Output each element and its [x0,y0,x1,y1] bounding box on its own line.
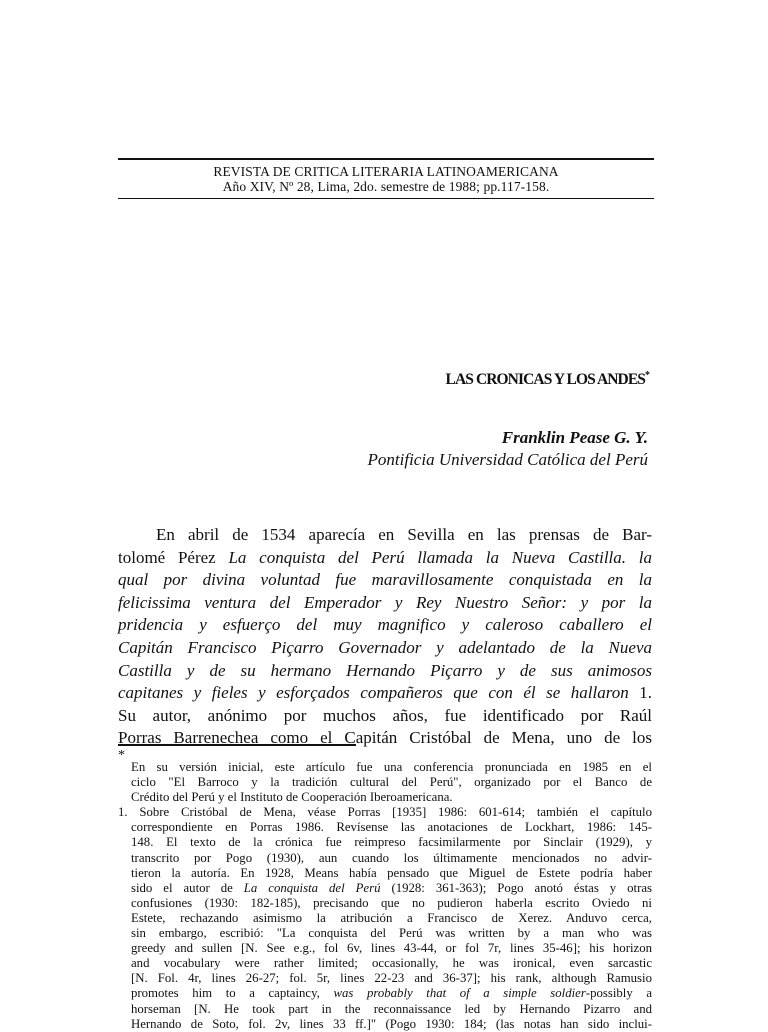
text-run: sido el autor de [131,880,244,895]
text-run: and vocabulary were rather limited; occasionally, he was ironical, even sarcastic [131,956,652,971]
body-line [118,614,652,637]
text-run: tolomé Pérez [118,547,229,567]
italic-run: pridencia y esfuerço del muy magnifico y caleroso caballero el [118,615,652,635]
text-run: Porras Barrenechea como el Capitán Cristóbal de Mena, uno de los [118,728,652,748]
footnote-line [118,926,652,941]
italic-run: capitanes y fieles y esforçados compañeros que con él se hallaron [118,683,629,703]
italic-run: was probably that of a simple soldier [333,986,586,1001]
text-run: 1. [628,683,653,703]
author-name: Franklin Pease G. Y. [501,428,648,447]
italic-run: Castilla y de su hermano Hernando Piçarro y de sus animosos [118,660,652,680]
footnote-line [118,1002,652,1017]
footnote-line [118,956,652,971]
footnote-line [118,1017,652,1032]
body-line [118,592,652,615]
footnote-line [118,941,652,956]
journal-title: REVISTA DE CRITICA LITERARIA LATINOAMERICANA [213,164,559,179]
article-title [446,370,650,389]
body-line [118,727,652,750]
footnote-line [118,896,652,911]
text-run: Crédito del Perú y el Instituto de Cooperación Iberoamericana. [131,790,453,805]
body-line [118,547,652,570]
text-run: confusiones (1930: 182-185), precisando que no pudieron haberla escrito Oviedo ni [131,895,652,910]
footnote-line [118,790,652,805]
journal-header [118,164,654,194]
footnote-line [118,805,652,820]
text-run: En su versión inicial, este artículo fue una conferencia pronunciada en 1985 en el [131,760,652,774]
italic-run: La conquista del Perú llamada la Nueva Castilla. la [228,547,653,567]
body-line [118,637,652,660]
text-run: sin embargo, escribió: "La conquista del Perú was written by a man who was [131,926,652,941]
body-line [118,660,652,683]
text-run: Su autor, anónimo por muchos años, fue identificado por Raúl [118,705,652,725]
body-line [118,524,652,547]
title-footnote-mark: * [645,370,650,381]
footnote-line [118,866,652,881]
footnote-line [118,775,652,790]
body-line [118,705,652,728]
text-run: -possibly a [585,986,652,1001]
text-run: ciclo "El Barroco y la tradición cultural del Perú", organizado por el Banco de [131,775,652,790]
text-run: promotes him to a captaincy, [131,986,334,1001]
text-run: greedy and sullen [N. See e.g., fol 6v, lines 43-44, or fol 7r, lines 35-46]; his horizon [131,941,652,956]
italic-run: felicissima ventura del Emperador y Rey Nuestro Señor: y por la [118,592,652,612]
text-run: tieron la autoría. En 1928, Means había pensado que Miguel de Estete podría haber [131,865,652,880]
footnote-line [118,986,652,1001]
text-run: Hernando de Soto, fol. 2v, lines 33 ff.]" (Pogo 1930: 184; (las notas han sido inclui- [131,1016,652,1031]
footnote-line [118,911,652,926]
italic-run: La conquista del Perú [243,880,381,895]
header-rule-bottom [118,198,654,199]
text-run: [N. Fol. 4r, lines 26-27; fol. 5r, lines 22-23 and 36-37]; his rank, although Ramusio [131,971,652,986]
text-run: 148. El texto de la crónica fue reimpreso facsimilarmente por Sinclair (1929), y [131,835,652,850]
issue-line: Año XIV, Nº 28, Lima, 2do. semestre de 1988; pp.117-158. [222,179,550,194]
author-affiliation: Pontificia Universidad Católica del Perú [367,450,648,469]
text-run: correspondiente en Porras 1986. Revísense las anotaciones de Lockhart, 1986: 145- [131,820,652,835]
footnote-line [118,835,652,850]
body-line [118,682,652,705]
text-run: En abril de 1534 aparecía en Sevilla en las prensas de Bar- [156,525,652,544]
text-run: transcrito por Pogo (1930), aun cuando los últimamente mencionados no advir- [131,850,652,865]
text-run: horseman [N. He took part in the reconnaissance led by Hernando Pizarro and [131,1001,652,1016]
footnotes [118,748,652,1032]
footnote-line [118,881,652,896]
footnote-line [118,760,652,775]
text-run: (1928: 361-363); Pogo anotó éstas y otras [380,880,652,895]
article-title-text: LAS CRONICAS Y LOS ANDES [445,371,645,389]
header-rule-top [118,158,654,160]
text-run: 1. Sobre Cristóbal de Mena, véase Porras [1935] 1986: 601-614; también el capítulo [118,805,652,820]
italic-run: Capitán Francisco Piçarro Governador y adelantado de la Nueva [118,637,652,657]
body-line [118,569,652,592]
italic-run: qual por divina voluntad fue maravillosamente conquistada en la [118,570,652,590]
footnote-line [118,851,652,866]
body-text [118,524,652,750]
footnote-star: * [118,748,125,763]
text-run: Estete, rechazando asimismo la atribución a Francisco de Xerez. Anduvo cerca, [131,910,652,925]
footnote-line [118,820,652,835]
footnote-rule [118,744,356,746]
footnote-line [118,971,652,986]
